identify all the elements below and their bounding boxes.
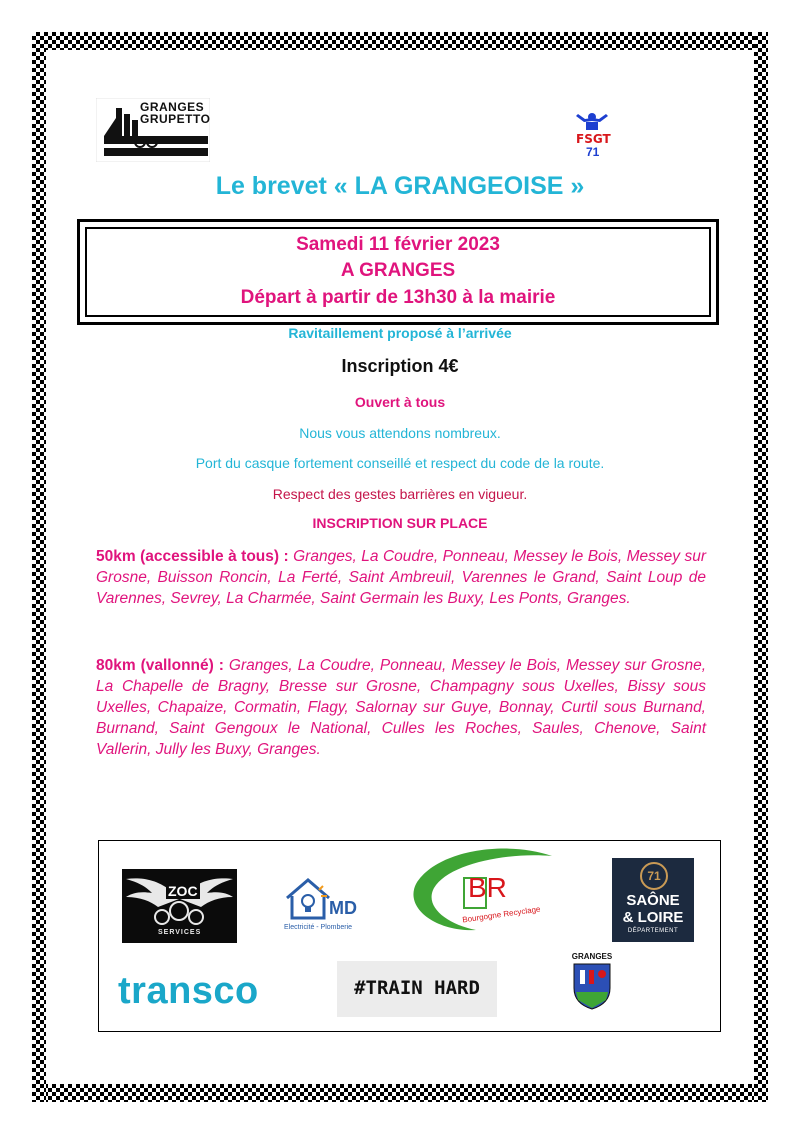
saone-loire-logo — [612, 858, 694, 942]
fsgt-logo — [574, 112, 610, 160]
page-title: Le brevet « LA GRANGEOISE » — [215, 172, 585, 200]
fsgt-text: FSGT — [576, 132, 611, 146]
br-sub: Bourgogne Recyclage — [461, 904, 541, 925]
saone-line3: DÉPARTEMENT — [627, 928, 679, 934]
ouvert-text: Ouvert à tous — [354, 394, 446, 410]
fsgt-number: 71 — [586, 145, 600, 159]
bourgogne-recyclage-logo — [406, 844, 556, 934]
grupetto-line2: GRUPETTO — [140, 112, 211, 126]
inscription-place: INSCRIPTION SUR PLACE — [312, 515, 488, 531]
md-logo — [283, 876, 373, 938]
checkered-border-top — [32, 32, 768, 50]
checkered-border-bottom — [32, 1084, 768, 1102]
shield-icon — [572, 962, 612, 1010]
attendons-text: Nous vous attendons nombreux. — [299, 425, 501, 441]
zoc-sub: SERVICES — [158, 929, 202, 936]
grupetto-line1: GRANGES — [140, 100, 205, 114]
saone-line1: SAÔNE — [626, 892, 680, 909]
gestes-text: Respect des gestes barrières en vigueur. — [272, 486, 528, 502]
event-date: Samedi 11 février 2023 — [296, 234, 500, 255]
train-hard-text: #TRAIN HARD — [354, 977, 480, 999]
event-start: Départ à partir de 13h30 à la mairie — [240, 287, 556, 308]
granges-crest-label: GRANGES — [571, 952, 613, 961]
ravitaillement-text: Ravitaillement proposé à l’arrivée — [288, 325, 512, 341]
inscription-fee: Inscription 4€ — [341, 356, 459, 376]
casque-text: Port du casque fortement conseillé et respect du code de la route. — [195, 455, 605, 471]
event-place: A GRANGES — [340, 260, 456, 281]
granges-crest-logo — [568, 952, 616, 1012]
md-text: MD — [329, 898, 357, 918]
route-80km-text: Granges, La Coudre, Ponneau, Messey le Bois, Messey sur Grosne, La Chapelle de Bragny, Bresse sur Grosne, Champagny sous Uxelles, Bissy sous Uxelles, Chapaize, Cormatin, Flagy, Salornay sur Guye, Bonnay, Curtil sous Burnand, Burnand, Saint Gengoux le National, Culles les Roches, Saules, Chenove, Saint Vallerin, Jully les Buxy, Granges. — [96, 657, 706, 758]
transco-logo: transco — [118, 970, 259, 1012]
route-80km — [96, 655, 706, 760]
route-80km-label: 80km (vallonné) : — [96, 657, 224, 674]
event-box — [77, 219, 719, 325]
zoc-logo — [122, 869, 237, 943]
route-50km-label: 50km (accessible à tous) : — [96, 548, 289, 565]
br-text: BR — [468, 872, 507, 903]
fsgt-figure-icon — [574, 112, 610, 132]
md-sub: Electricité - Plomberie — [284, 924, 353, 931]
house-bulb-icon — [283, 876, 333, 922]
saone-number-icon: 71 — [640, 862, 668, 890]
route-50km-text: Granges, La Coudre, Ponneau, Messey le Bois, Messey sur Grosne, Buisson Roncin, La Ferté, Saint Ambreuil, Varennes le Grand, Saint Loup de Varennes, Sevrey, La Charmée, Saint Germain les Buxy, Les Ponts, Granges. — [96, 548, 706, 607]
zoc-text: ZOC — [168, 883, 198, 899]
saone-line2: & LOIRE — [622, 909, 684, 926]
granges-grupetto-logo — [96, 98, 210, 162]
route-50km — [96, 546, 706, 609]
train-hard-logo — [337, 961, 497, 1017]
